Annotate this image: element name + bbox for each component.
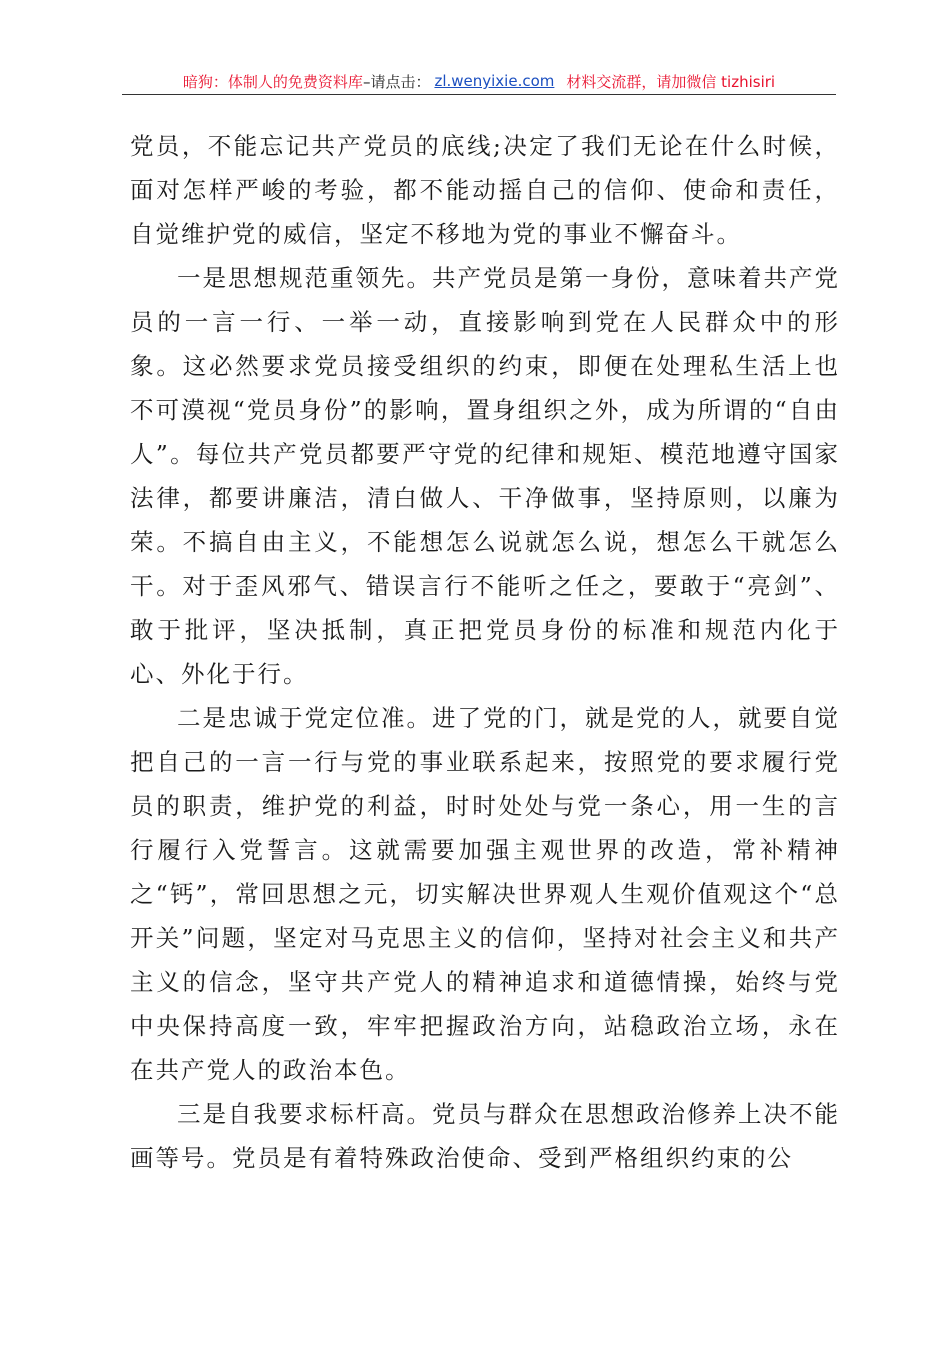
document-body [130,124,840,1180]
header-wechat-note: 材料交流群，请加微信 tizhisiri [566,72,776,91]
paragraph-thought-norms: 一是思想规范重领先。共产党员是第一身份，意味着共产党员的一言一行、一举一动，直接影响到党在人民群众中的形象。这必然要求党员接受组织的约束，即便在处理私生活上也不可漠视“党员身份”的影响，置身组织之外，成为所谓的“自由人”。每位共产党员都要严守党的纪律和规矩、模范地遵守国家法律，都要讲廉洁，清白做人、干净做事，坚持原则，以廉为荣。不搞自由主义，不能想怎么说就怎么说，想怎么干就怎么干。对于歪风邪气、错误言行不能听之任之，要敢于“亮剑”、敢于批评，坚决抵制，真正把党员身份的标准和规范内化于心、外化于行。 [130,264,840,688]
paragraph-self-requirement: 三是自我要求标杆高。党员与群众在思想政治修养上决不能画等号。党员是有着特殊政治使命、受到严格组织约束的公 [130,1100,840,1172]
header-click-prompt: –请点击： [362,72,431,91]
paragraph-loyalty: 二是忠诚于党定位准。进了党的门，就是党的人，就要自觉把自己的一言一行与党的事业联系起来，按照党的要求履行党员的职责，维护党的利益，时时处处与党一条心，用一生的言行履行入党誓言。这就需要加强主观世界的改造，常补精神之“钙”，常回思想之元，切实解决世界观人生观价值观这个“总开关”问题，坚定对马克思主义的信仰，坚持对社会主义和共产主义的信念，坚守共产党人的精神追求和道德情操，始终与党中央保持高度一致，牢牢把握政治方向，站稳政治立场，永在在共产党人的政治本色。 [130,704,840,1084]
header-site-name: 暗狗：体制人的免费资料库 [182,72,363,91]
page-header [122,68,836,95]
header-link[interactable]: zl.wenyixie.com [434,72,555,90]
paragraph-continuation: 党员，不能忘记共产党员的底线;决定了我们无论在什么时候，面对怎样严峻的考验，都不能动摇自己的信仰、使命和责任，自觉维护党的威信，坚定不移地为党的事业不懈奋斗。 [130,132,840,248]
